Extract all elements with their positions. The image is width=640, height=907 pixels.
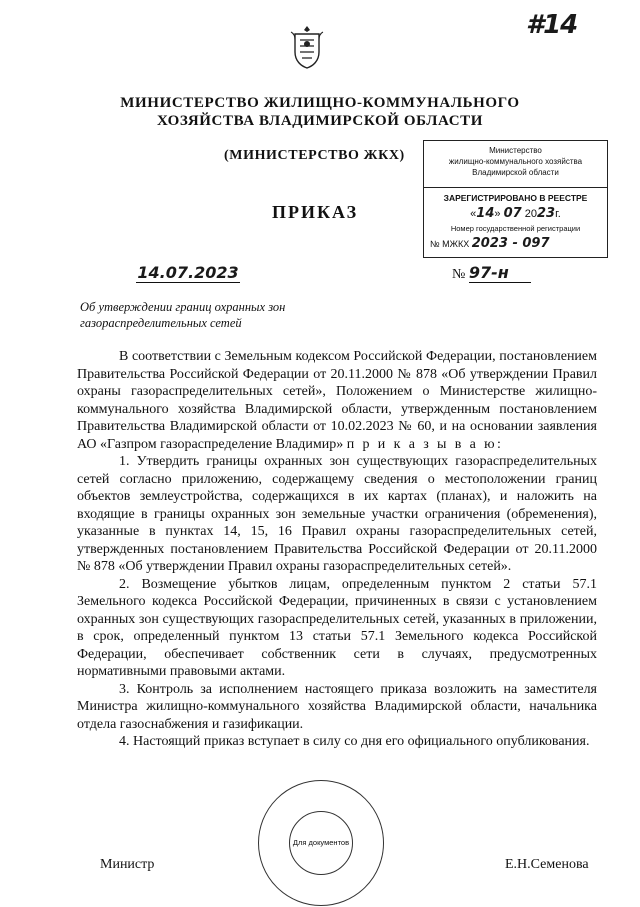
stamp-date-day: 14 — [476, 206, 495, 221]
body-item-2: 2. Возмещение убытков лицам, определенным пунктом 2 статьи 57.1 Земельного кодекса Российской Федерации, причиненных в связи с установлением охранных зон существующих газораспределительных сетей, указанных в приложении, в срок, определенный пунктом 13 статьи 57.1 Земельного кодекса Российской Федерации, обеспечивает собственник сети в случаях, предусмотренных нормативными правовыми актами. — [77, 576, 597, 679]
stamp-date-month: 07 — [503, 206, 522, 221]
order-subject-line1: Об утверждении границ охранных зон — [80, 300, 286, 314]
stamp-line2: жилищно-коммунального хозяйства — [448, 157, 583, 166]
stamp-line3: Владимирской области — [472, 168, 559, 177]
order-date: 14.07.2023 — [137, 263, 239, 282]
body-item-4: 4. Настоящий приказ вступает в силу со дня его официального опубликования. — [119, 734, 590, 749]
ministry-abbreviation: (МИНИСТЕРСТВО ЖКХ) — [224, 148, 405, 163]
signer-name: Е.Н.Семенова — [505, 857, 589, 872]
seal-inner-text: Для документов — [289, 811, 353, 875]
body-intro — [77, 348, 597, 453]
ministry-title-line1: МИНИСТЕРСТВО ЖИЛИЩНО-КОММУНАЛЬНОГО — [120, 95, 520, 111]
stamp-registry-label: Номер государственной регистрации — [450, 224, 581, 233]
ministry-title-line2: ХОЗЯЙСТВА ВЛАДИМИРСКОЙ ОБЛАСТИ — [156, 113, 484, 129]
stamp-date: «14» 07 2023г. — [470, 206, 561, 221]
ministry-title — [80, 94, 560, 130]
order-number-label: № — [452, 267, 466, 282]
stamp-registry-value: 2023 - 097 — [471, 236, 550, 251]
coat-of-arms-icon — [289, 24, 325, 70]
stamp-line1: Министерство — [489, 146, 542, 155]
order-body — [77, 348, 597, 751]
handwritten-corner-number: #14 — [526, 10, 578, 40]
stamp-ministry-block — [424, 141, 607, 188]
signer-position: Министр — [100, 857, 155, 872]
official-seal — [258, 780, 384, 906]
body-prikazyvayu: п р и к а з ы в а ю: — [346, 436, 504, 452]
stamp-date-suffix: г. — [555, 208, 561, 220]
stamp-registry-prefix: № МЖКХ — [430, 239, 470, 249]
body-item-3: 3. Контроль за исполнением настоящего приказа возложить на заместителя Министра жилищно-коммунального хозяйства Владимирской области, начальника отдела газоснабжения и газификации. — [77, 681, 597, 732]
stamp-registry-number — [424, 236, 607, 251]
document-type-heading: ПРИКАЗ — [272, 202, 359, 222]
order-subject-line2: газораспределительных сетей — [80, 316, 242, 330]
body-intro-text: В соответствии с Земельным кодексом Российской Федерации, постановлением Правительства Российской Федерации от 20.11.2000 № 878 «Об утверждении Правил охраны газораспределительных сетей», Положением о Министерстве жилищно-коммунального хозяйства Владимирской области, утвержденным постановлением Правительства Владимирской области от 10.02.2023 № 60, и на основании заявления АО «Газпром газораспределение Владимир» — [77, 349, 597, 452]
order-number — [452, 263, 531, 283]
order-subject — [80, 299, 285, 331]
stamp-registered-label: ЗАРЕГИСТРИРОВАНО В РЕЕСТРЕ — [443, 193, 588, 203]
stamp-date-century: 20 — [524, 208, 537, 220]
registration-stamp — [423, 140, 608, 258]
order-number-value: 97-н — [469, 263, 531, 283]
body-item-1: 1. Утвердить границы охранных зон существующих газораспределительных сетей согласно приложению, содержащему сведения о местоположении границ объектов землеустройства, содержащихся в их картах (планах), и наложить на входящие в границы охранных зон земельные участки ограничения (обременения), указанные в пунктах 14, 15, 16 Правил охраны газораспределительных сетей, утвержденных постановлением Правительства Российской Федерации от 20.11.2000 № 878 «Об утверждении Правил охраны газораспределительных сетей». — [77, 454, 597, 574]
stamp-date-year: 23 — [536, 206, 556, 221]
